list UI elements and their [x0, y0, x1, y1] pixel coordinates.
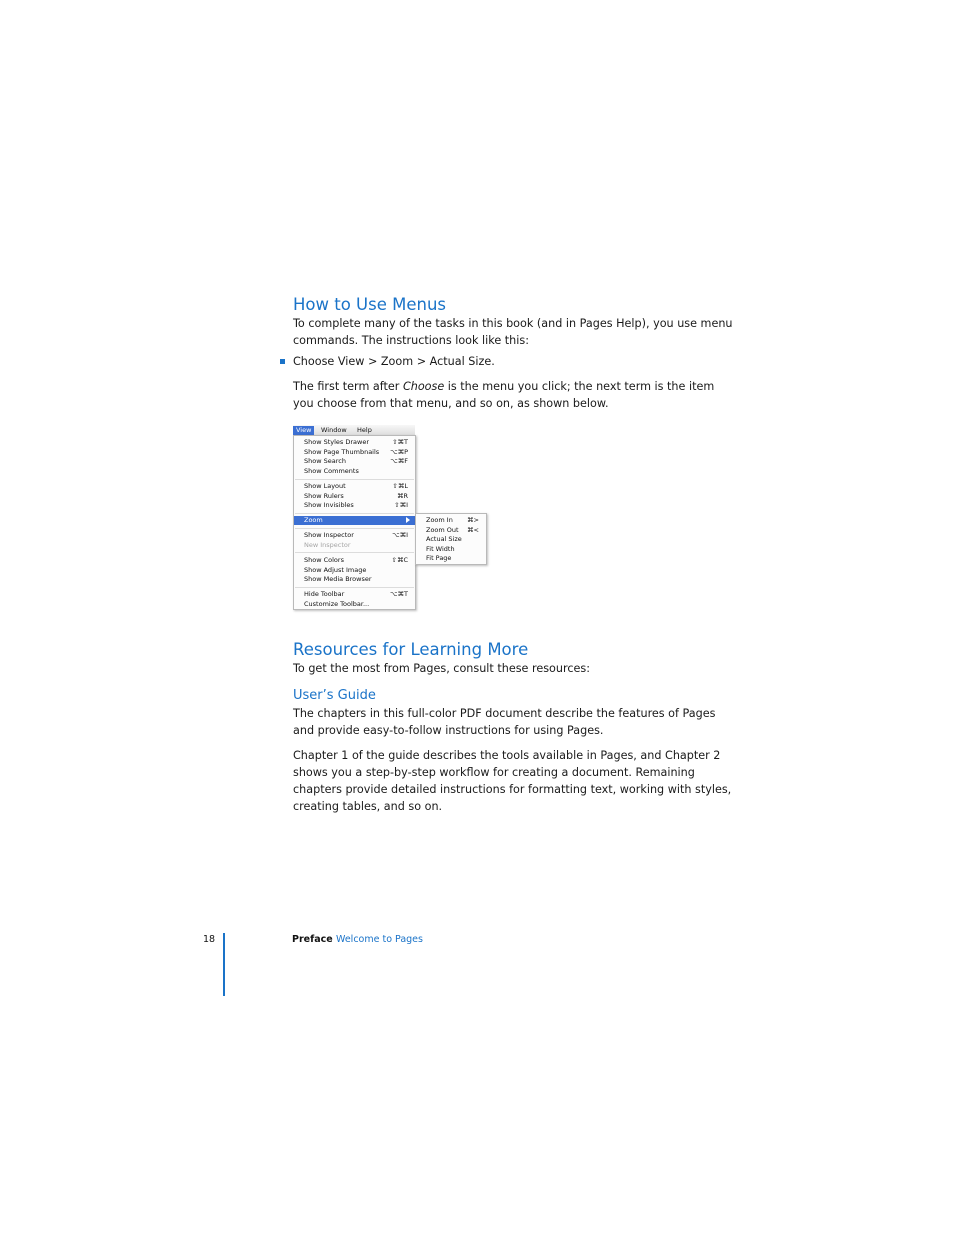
page-number: 18: [203, 934, 216, 945]
menu-item-label: Actual Size: [426, 535, 462, 543]
footer-chapter-title: Welcome to Pages: [336, 934, 423, 945]
menu-separator: [295, 587, 414, 588]
menu-separator: [295, 528, 414, 529]
menu-item-label: Show Styles Drawer: [304, 438, 370, 446]
menu-item-label: Zoom: [304, 516, 323, 524]
menu-item-label: Show Adjust Image: [304, 565, 367, 574]
submenu-item[interactable]: [416, 545, 486, 554]
menu-item[interactable]: [294, 575, 415, 584]
menu-item[interactable]: [294, 457, 415, 466]
menu-item-label: Show Colors: [304, 556, 344, 564]
menu-separator: [295, 513, 414, 514]
menu-item-shortcut: ⇧⌘L: [392, 482, 408, 490]
explain-italic-term: Choose: [402, 380, 445, 393]
menu-item[interactable]: [294, 556, 415, 565]
footer-section: Preface: [292, 934, 333, 945]
intro-paragraph: To complete many of the tasks in this book (and in Pages Help), you use menu commands. The instructions look like this:: [293, 317, 733, 347]
menu-item-shortcut: ⌘>: [467, 516, 479, 524]
bullet-item: Choose View > Zoom > Actual Size.: [293, 355, 495, 368]
menubar-help[interactable]: Help: [357, 426, 372, 434]
menubar-window[interactable]: Window: [321, 426, 347, 434]
menu-item-label: Show Layout: [304, 482, 346, 490]
explain-text-before: The first term after: [293, 380, 403, 393]
explain-text-after: is the menu you click; the next term is the item you choose from that menu, and so on, as shown below.: [293, 380, 715, 410]
footer-rule: [223, 933, 225, 996]
menu-item-disabled: [294, 541, 415, 550]
users-guide-paragraph-1: The chapters in this full-color PDF document describe the features of Pages and provide easy-to-follow instructions for using Pages.: [293, 707, 716, 737]
menu-item-shortcut: ⌥⌘F: [390, 457, 408, 465]
view-menu: [293, 435, 416, 610]
menu-item-shortcut: ⌘R: [396, 491, 408, 500]
heading-users-guide: User’s Guide: [293, 688, 376, 703]
menu-item-label: Show Search: [304, 457, 346, 465]
submenu-item[interactable]: [416, 535, 486, 544]
menu-item-shortcut: ⌥⌘T: [390, 590, 408, 598]
menu-item-label: Show Page Thumbnails: [304, 447, 380, 456]
menu-item-zoom[interactable]: [294, 516, 415, 525]
menubar-view[interactable]: View: [293, 426, 314, 435]
menu-item-label: Show Comments: [304, 466, 359, 475]
menu-item-shortcut: ⇧⌘C: [391, 556, 408, 564]
menu-item-label: Show Inspector: [304, 531, 354, 539]
heading-how-to-use-menus: How to Use Menus: [293, 295, 447, 314]
resources-intro: To get the most from Pages, consult these resources:: [293, 662, 590, 675]
menu-separator: [295, 479, 414, 480]
submenu-item[interactable]: [416, 516, 486, 525]
menu-item[interactable]: [294, 482, 415, 491]
menu-item[interactable]: [294, 531, 415, 540]
users-guide-paragraph-2: Chapter 1 of the guide describes the tools available in Pages, and Chapter 2 shows you a step-by-step workflow for creating a document. Remaining chapters provide detailed instructions for formatting text, working with styles, creating tables, and so on.: [293, 749, 732, 813]
menu-item-label: Zoom Out: [426, 525, 459, 534]
menu-item-label: Zoom In: [426, 516, 453, 524]
submenu-arrow-icon: [406, 517, 410, 523]
menu-item[interactable]: [294, 566, 415, 575]
menu-item-label: Fit Page: [426, 554, 452, 562]
submenu-item[interactable]: [416, 554, 486, 563]
explanation-paragraph: [293, 378, 733, 412]
heading-resources: Resources for Learning More: [293, 640, 529, 659]
zoom-submenu: [415, 513, 487, 565]
menu-item[interactable]: [294, 467, 415, 476]
menu-item[interactable]: [294, 438, 415, 447]
menu-separator: [295, 552, 414, 553]
menu-item-shortcut: ⇧⌘I: [394, 501, 408, 509]
menu-item-shortcut: ⌘<: [467, 525, 479, 534]
menu-item-label: Show Invisibles: [304, 501, 354, 509]
menu-item-shortcut: ⌥⌘I: [392, 531, 408, 539]
menu-item-shortcut: ⌥⌘P: [390, 447, 408, 456]
menu-item-label: Customize Toolbar...: [304, 599, 370, 608]
menu-item[interactable]: [294, 590, 415, 599]
menu-item-shortcut: ⇧⌘T: [392, 438, 408, 446]
menu-item-label: Hide Toolbar: [304, 590, 345, 598]
menu-item[interactable]: [294, 448, 415, 457]
menu-item-label: Show Media Browser: [304, 575, 372, 583]
menu-item[interactable]: [294, 600, 415, 609]
menu-item-label: New Inspector: [304, 540, 351, 549]
menu-item-label: Show Rulers: [304, 491, 344, 500]
submenu-item[interactable]: [416, 526, 486, 535]
menu-item[interactable]: [294, 492, 415, 501]
bullet-square-icon: [280, 359, 285, 364]
menu-item[interactable]: [294, 501, 415, 510]
menu-item-label: Fit Width: [426, 544, 455, 553]
